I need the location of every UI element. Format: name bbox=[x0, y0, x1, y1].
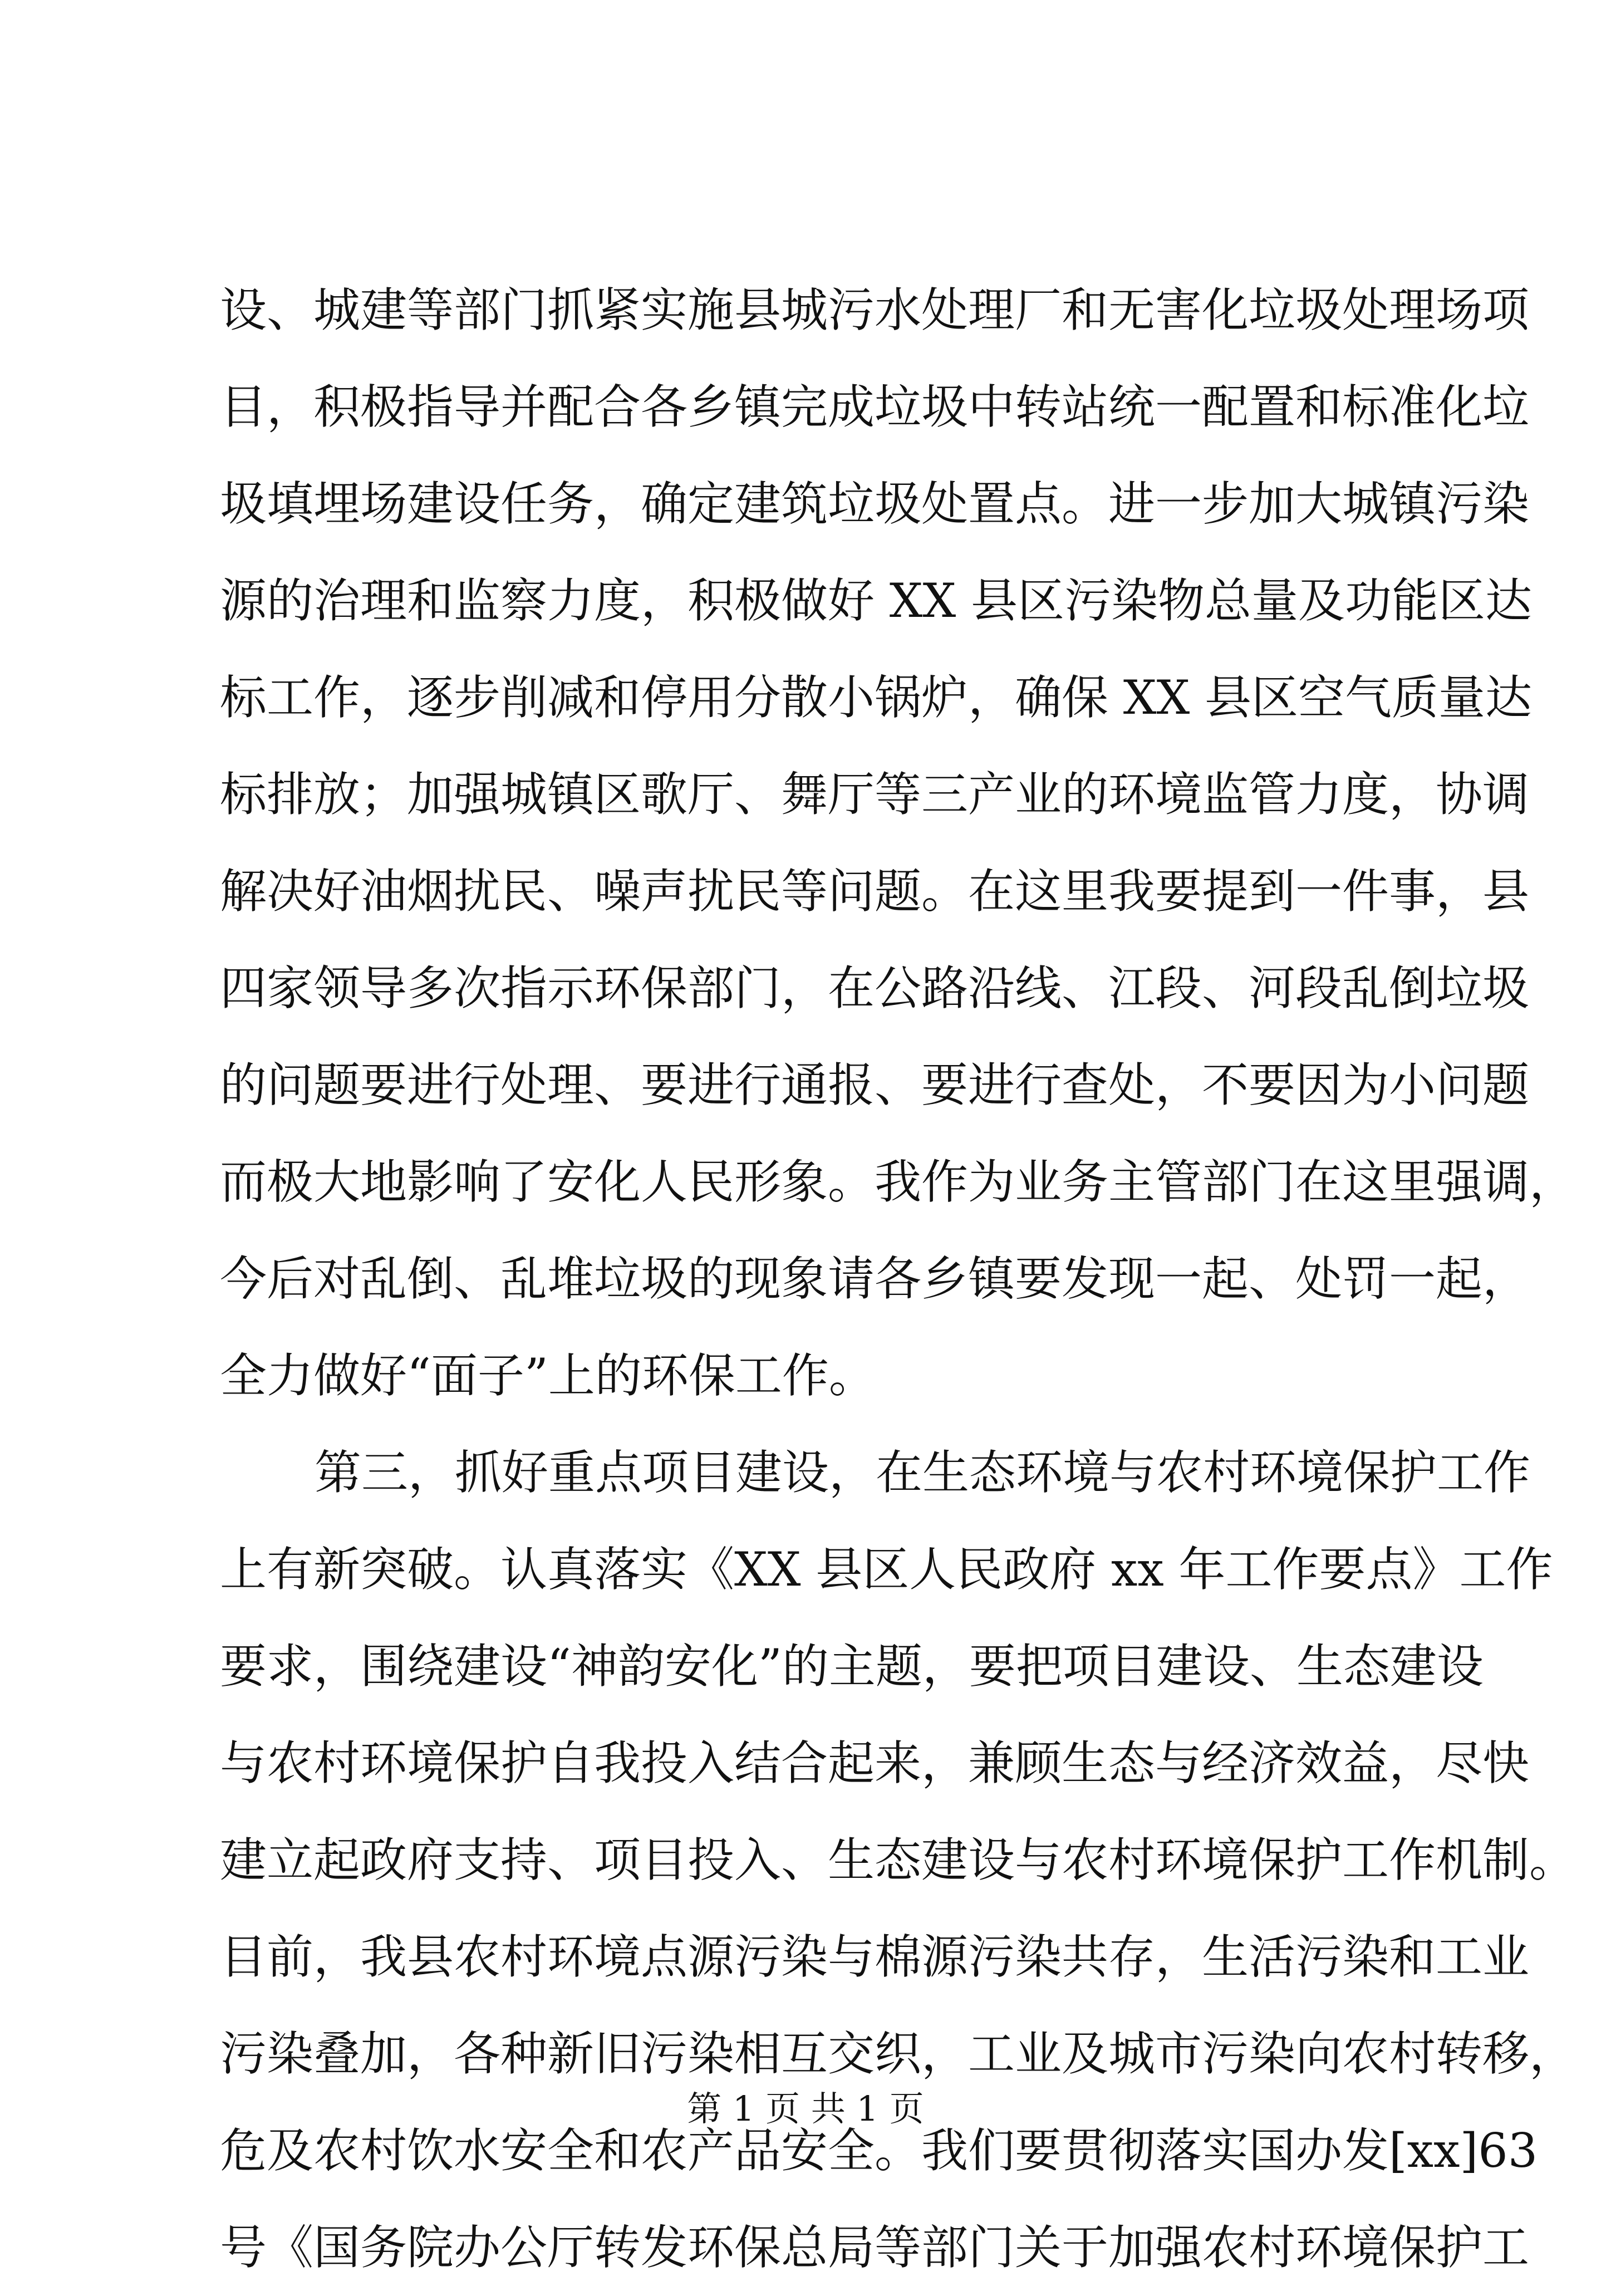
text-line: 建立起政府支持、项目投入、生态建设与农村环境保护工作机制。 bbox=[220, 1833, 1576, 1887]
text-line: 解决好油烟扰民、噪声扰民等问题。在这里我要提到一件事，县 bbox=[220, 864, 1530, 919]
page-number-footer: 第 1 页 共 1 页 bbox=[687, 2088, 924, 2129]
text-line: 源的治理和监察力度，积极做好 XX 县区污染物总量及功能区达 bbox=[220, 573, 1533, 628]
text-line: 号《国务院办公厅转发环保总局等部门关于加强农村环境保护工 bbox=[220, 2220, 1530, 2275]
text-line: 标工作，逐步削减和停用分散小锅炉，确保 XX 县区空气质量达 bbox=[220, 670, 1533, 725]
text-line: 危及农村饮水安全和农产品安全。我们要贯彻落实国办发[xx]63 bbox=[220, 2123, 1538, 2178]
text-line: 标排放；加强城镇区歌厅、舞厅等三产业的环境监管力度，协调 bbox=[220, 767, 1530, 822]
body-text bbox=[220, 262, 1576, 2296]
text-line: 而极大地影响了安化人民形象。我作为业务主管部门在这里强调， bbox=[220, 1155, 1576, 1209]
text-line: 设、城建等部门抓紧实施县城污水处理厂和无害化垃圾处理场项 bbox=[220, 283, 1530, 337]
text-line: 的问题要进行处理、要进行通报、要进行查处，不要因为小问题 bbox=[220, 1058, 1530, 1112]
text-line: 目，积极指导并配合各乡镇完成垃圾中转站统一配置和标准化垃 bbox=[220, 380, 1530, 434]
text-line: 全力做好“面子”上的环保工作。 bbox=[220, 1348, 876, 1403]
text-line: 污染叠加，各种新旧污染相互交织，工业及城市污染向农村转移， bbox=[220, 2027, 1576, 2081]
text-line: 目前，我县农村环境点源污染与棉源污染共存，生活污染和工业 bbox=[220, 1930, 1530, 1984]
text-line: 四家领导多次指示环保部门，在公路沿线、江段、河段乱倒垃圾 bbox=[220, 961, 1530, 1015]
paragraph-first-line: 第三，抓好重点项目建设，在生态环境与农村环境保护工作 bbox=[315, 1445, 1531, 1500]
text-line: 今后对乱倒、乱堆垃圾的现象请各乡镇要发现一起、处罚一起， bbox=[220, 1252, 1530, 1306]
text-line: 上有新突破。认真落实《XX 县区人民政府 xx 年工作要点》工作 bbox=[220, 1542, 1553, 1597]
text-line: 圾填埋场建设任务，确定建筑垃圾处置点。进一步加大城镇污染 bbox=[220, 477, 1530, 531]
text-line: 与农村环境保护自我投入结合起来，兼顾生态与经济效益，尽快 bbox=[220, 1736, 1530, 1790]
text-line: 要求，围绕建设“神韵安化”的主题，要把项目建设、生态建设 bbox=[220, 1639, 1484, 1694]
